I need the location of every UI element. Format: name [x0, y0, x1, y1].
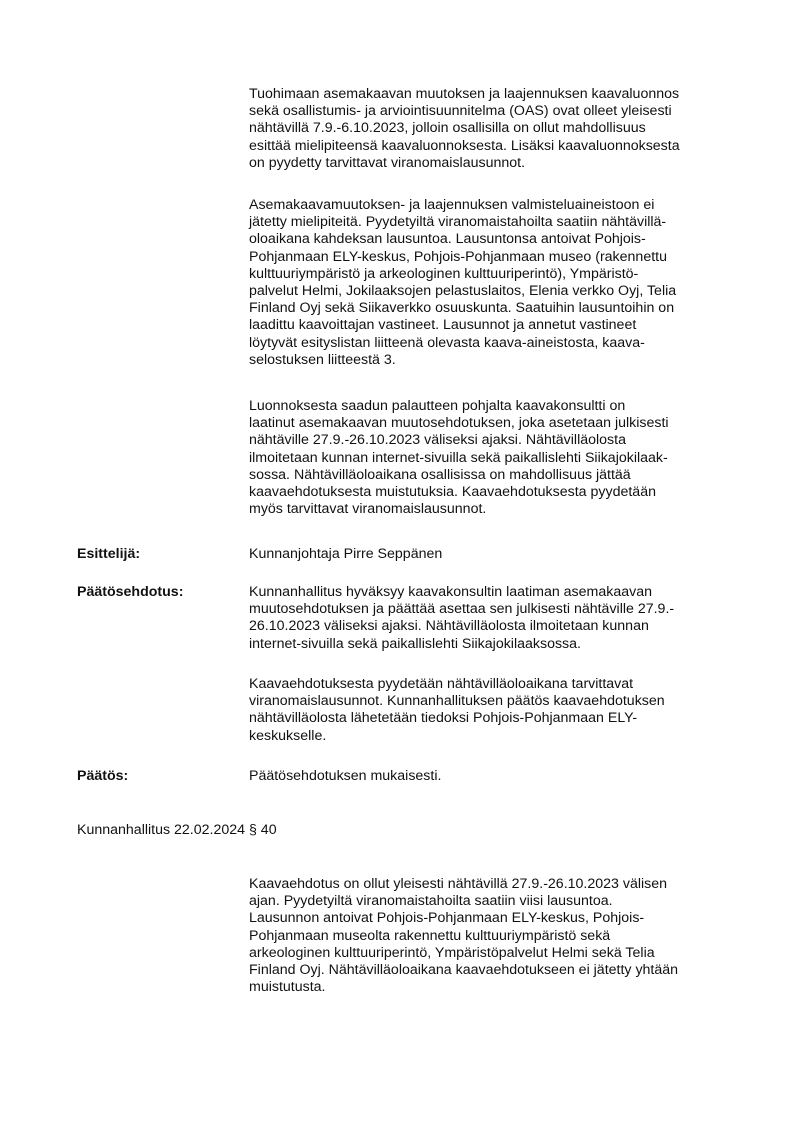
paragraph-proposal-outcome: Kaavaehdotus on ollut yleisesti nähtävillä 27.9.-26.10.2023 välisen ajan. Pyydetyiltä viranomaistahoilta saatiin viisi lausuntoa. Lausunnon antoivat Pohjois-Pohjanmaan ELY-keskus, Pohjois- Pohjanmaan museolta rakennettu kulttuuriympäristö sekä arkeologinen kulttuuriperintö, Ympäristöpalvelut Helmi sekä Telia Finland Oyj. Nähtävilläoloaikana kaavaehdotukseen ei jätetty yhtään muistutusta.: [249, 876, 679, 996]
presenter-value: Kunnanjohtaja Pirre Seppänen: [249, 546, 443, 562]
presenter-label: Esittelijä:: [77, 546, 141, 562]
meeting-reference: Kunnanhallitus 22.02.2024 § 40: [77, 822, 277, 838]
paragraph-statements-request: Kaavaehdotuksesta pyydetään nähtävilläoloaikana tarvittavat viranomaislausunnot. Kunnanhallituksen päätös kaavaehdotuksen nähtävilläolosta lähetetään tiedoksi Pohjois-Pohjanmaan ELY- keskukselle.: [249, 676, 665, 744]
decision-value: Päätösehdotuksen mukaisesti.: [249, 768, 442, 784]
decision-label: Päätös:: [77, 768, 129, 784]
paragraph-proposal-preparation: Luonnoksesta saadun palautteen pohjalta kaavakonsultti on laatinut asemakaavan muutosehdotuksen, joka asetetaan julkisesti nähtäville 27.9.-26.10.2023 väliseksi ajaksi. Nähtävilläolosta ilmoitetaan kunnan internet-sivuilla sekä paikallislehti Siikajokilaak- sossa. Nähtävilläoloaikana osallisissa on mahdollisuus jättää kaavaehdotuksesta muistutuksia. Kaavaehdotuksesta pyydetään myös tarvittavat viranomaislausunnot.: [249, 398, 669, 518]
paragraph-statements-received: Asemakaavamuutoksen- ja laajennuksen valmisteluaineistoon ei jätetty mielipiteitä. Pyydetyiltä viranomaistahoilta saatiin nähtävillä- oloaikana kahdeksan lausuntoa. Lausuntonsa antoivat Pohjois- Pohjanmaan ELY-keskus, Pohjois-Pohjanmaan museo (rakennettu kulttuuriympäristö ja arkeologinen kulttuuriperintö), Ympäristö- palvelut Helmi, Jokilaaksojen pelastuslaitos, Elenia verkko Oyj, Telia Finland Oyj sekä Siikaverkko osuuskunta. Saatuihin lausuntoihin on laadittu kaavoittajan vastineet. Lausunnot ja annetut vastineet löytyvät esityslistan liitteenä olevasta kaava-aineistosta, kaava- selostuksen liitteestä 3.: [249, 197, 677, 368]
paragraph-decision-proposal: Kunnanhallitus hyväksyy kaavakonsultin laatiman asemakaavan muutosehdotuksen ja päättää asettaa sen julkisesti nähtäville 27.9.- 26.10.2023 väliseksi ajaksi. Nähtävilläolosta ilmoitetaan kunnan internet-sivuilla sekä paikallislehti Siikajokilaaksossa.: [249, 584, 675, 652]
paragraph-draft-plan-availability: Tuohimaan asemakaavan muutoksen ja laajennuksen kaavaluonnos sekä osallistumis- ja arviointisuunnitelma (OAS) ovat olleet yleisesti nähtävillä 7.9.-6.10.2023, jolloin osallisilla on ollut mahdollisuus esittää mielipiteensä kaavaluonnoksesta. Lisäksi kaavaluonnoksesta on pyydetty tarvittavat viranomaislausunnot.: [249, 86, 680, 171]
decision-proposal-label: Päätösehdotus:: [77, 584, 184, 600]
